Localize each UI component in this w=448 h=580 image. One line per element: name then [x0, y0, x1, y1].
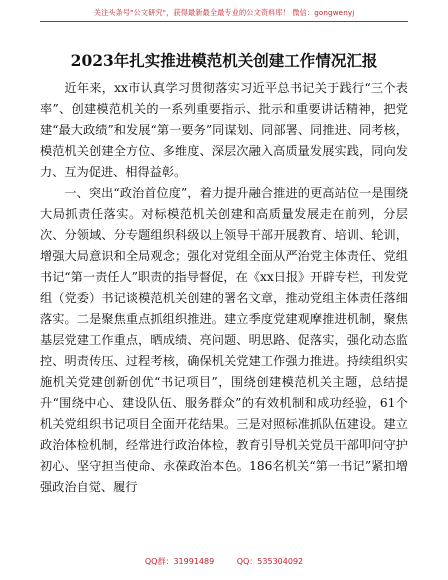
footer-qq: QQ：535304092: [236, 557, 304, 566]
footer-qq-group: QQ群：31991489: [144, 557, 215, 566]
footer-contact: [0, 556, 448, 567]
document-body: [40, 78, 408, 498]
header-divider: [40, 21, 408, 22]
paragraph-intro: 近年来，xx市认真学习贯彻落实习近平总书记关于践行“三个表率”、创建模范机关的一系列重要指示、批示和重要讲话精神，把党建“最大政绩”和发展“第一要务”同谋划、同部署、同推进、同考核，模范机关创建全方位、多维度、深层次融入高质量发展实践，同向发力、互为促进、相得益彰。: [40, 81, 408, 179]
header-banner: 关注头条号"公文研究"，获得最新最全最专业的公文资料库！ 微信：gongwenyj: [93, 8, 355, 17]
paragraph-section-one: 一、突出“政治首位度”，着力提升融合推进的更高站位一是围绕大局抓责任落实。对标模范机关创建和高质量发展走在前列，分层次、分领域、分专题组织科级以上领导干部开展教育、培训、轮训，增强大局意识和全局观念；强化对党组全面从严治党主体责任、党组书记“第一责任人”职责的指导督促，在《xx日报》开辟专栏，刊发党组（党委）书记谈模范机关创建的署名文章，推动党组主体责任落细落实。二是聚焦重点抓组织推进。建立季度党建观摩推进机制，聚焦基层党建工作重点，晒成绩、亮问题、明思路、促落实，强化动态监控、明责传压、过程考核，确保机关党建工作强力推进。持续组织实施机关党建创新创优“书记项目”，围绕创建模范机关主题，总结提升“围绕中心、建设队伍、服务群众”的有效机制和成功经验，61个机关党组织书记项目全面开花结果。三是对照标准抓队伍建设。建立政治体检机制，经常进行政治体检，教育引导机关党员干部叩问守护初心、坚守担当使命、永葆政治本色。186名机关“第一书记”紧扣增强政治自觉、履行: [40, 186, 408, 494]
document-title: 2023年扎实推进模范机关创建工作情况汇报: [70, 51, 378, 70]
